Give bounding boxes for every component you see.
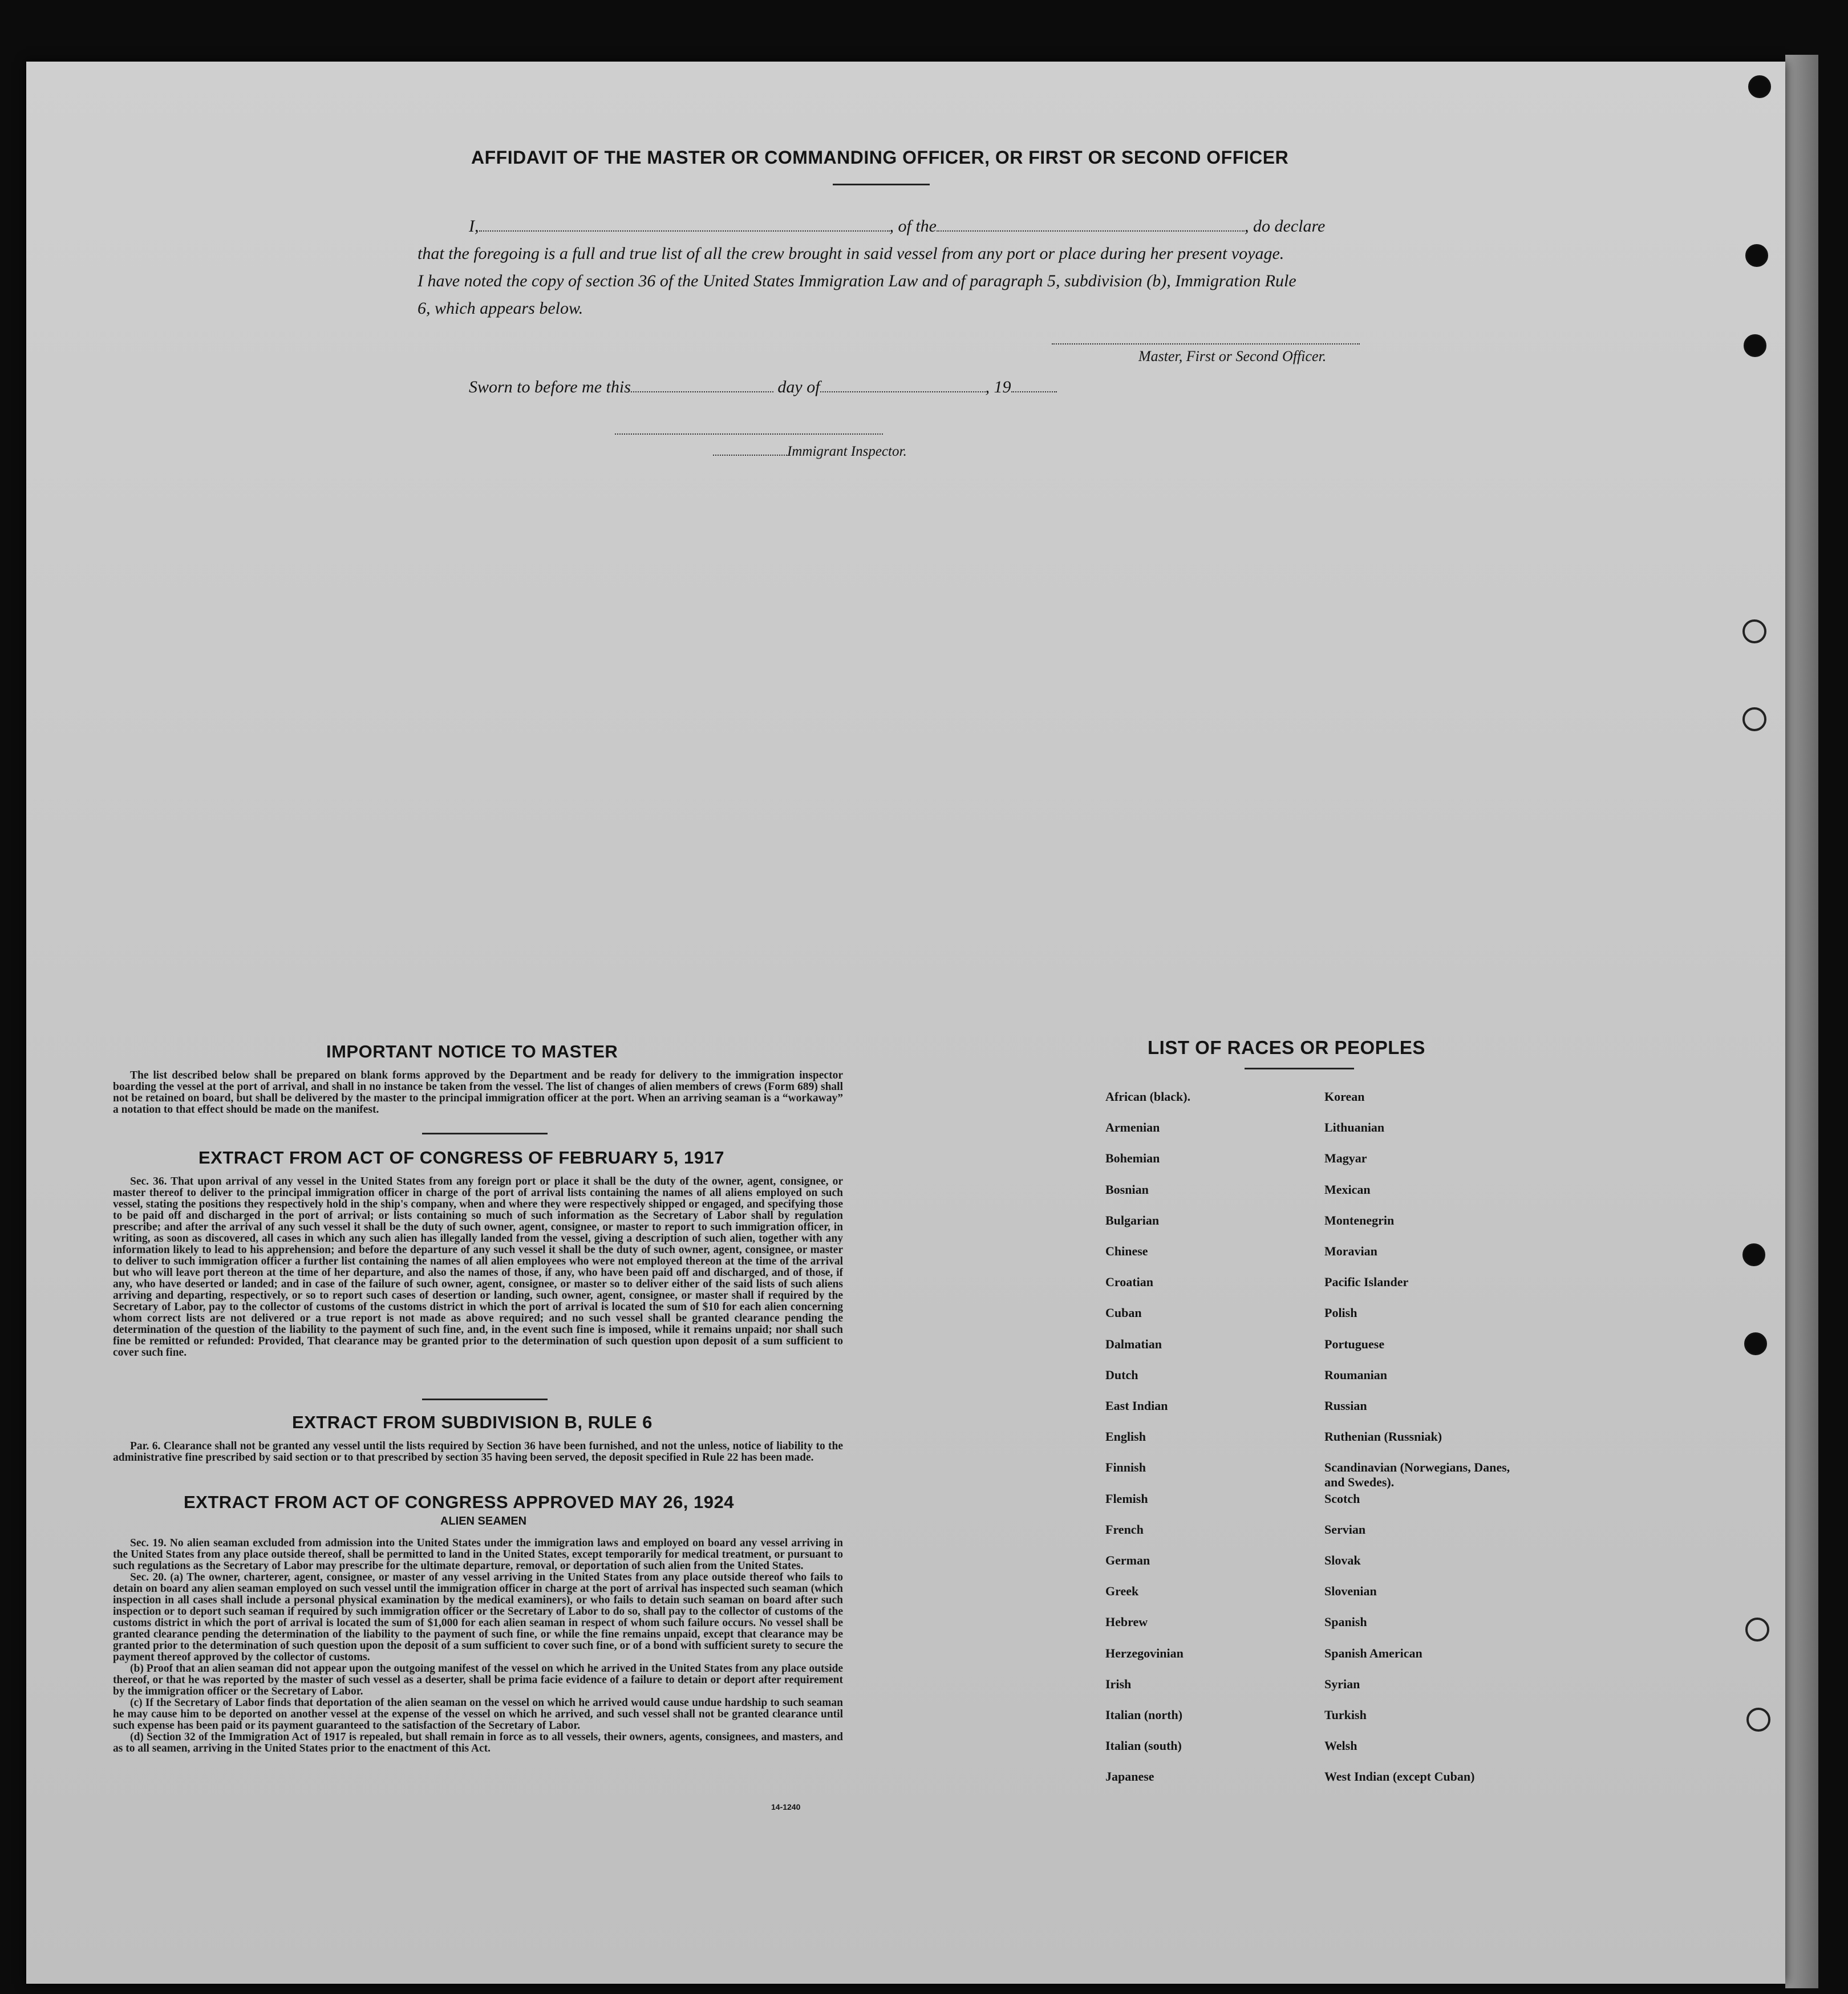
race-item: Korean xyxy=(1324,1089,1365,1104)
race-item: Croatian xyxy=(1105,1275,1153,1290)
sec-20d-paragraph: (d) Section 32 of the Immigration Act of 1917 is repealed, but shall remain in force as to all vessels, their owners, agents, consignees, and masters, and as to all seamen, arriving in the United States prior to the enactment of this Act. xyxy=(113,1731,843,1754)
section-36-paragraph: Sec. 36. That upon arrival of any vessel in the United States from any foreign port or place it shall be the duty of the owner, agent, consignee, or master thereof to deliver to the principal immigration officer in charge of the port of arrival lists containing the names of all aliens employed on such vessel, stating the positions they respectively hold in the ship's company, when and where they were respectively shipped or engaged, and specifying those to be paid off and discharged in the port of arrival; or lists containing so much of such information as the Secretary of Labor shall by regulation prescribe; and after the arrival of any such vessel it shall be the duty of such owner, agent, consignee, or master to report to such immigration officer, in writing, as soon as discovered, all cases in which any such alien has illegally landed from the vessel, giving a description of such alien, together with any information likely to lead to his apprehension; and before the departure of any such vessel it shall be the duty of such owner, agent, consignee, or master to deliver to such immigration officer a further list containing the names of all alien employees who were not employed thereon at the time of the arrival but who will leave port thereon at the time of her departure, and also the names of those, if any, who have been paid off and discharged, and of those, if any, who have deserted or landed; and in case of the failure of such owner, agent, consignee, or master so to deliver either of the said lists of such aliens arriving and departing, respectively, or so to report such cases of desertion or landing, such owner, agent, consignee, or master shall if required by the Secretary of Labor, pay to the collector of customs of the customs district in which the port of arrival is located the sum of $10 for each alien concerning whom correct lists are not delivered or a true report is not made as above required; and no such vessel shall be granted clearance pending the determination of the question of the liability to the payment of such fine, and, in the event such fine is imposed, while it remains unpaid; nor shall such fine be remitted or refunded: Provided, That clearance may be granted prior to the determination of such question upon deposit of a sum sufficient to cover such fine. xyxy=(113,1176,843,1359)
race-item: German xyxy=(1105,1553,1150,1567)
race-item: Spanish xyxy=(1324,1615,1367,1630)
race-item: Syrian xyxy=(1324,1676,1360,1691)
race-item: French xyxy=(1105,1522,1144,1537)
do-declare-label: , do declare xyxy=(1245,217,1326,236)
affidavit-line3: I have noted the copy of section 36 of the United States Immigration Law and of paragraph 5, subdivision (b), Immigration Rule xyxy=(418,271,1296,290)
race-item: Montenegrin xyxy=(1324,1213,1395,1227)
race-item: Dutch xyxy=(1105,1367,1138,1382)
notice-body xyxy=(113,1070,843,1116)
race-item: Chinese xyxy=(1105,1244,1148,1258)
inspector-signature-blank[interactable] xyxy=(615,433,883,435)
race-item: East Indian xyxy=(1105,1399,1168,1413)
affidavit-line2: that the foregoing is a full and true list of all the crew brought in said vessel from any port or place during her present voyage. xyxy=(418,244,1284,263)
extract-1924-title: EXTRACT FROM ACT OF CONGRESS APPROVED MAY 26, 1924 xyxy=(184,1492,734,1512)
form-number: 14-1240 xyxy=(771,1802,801,1811)
inspector-line xyxy=(713,444,907,460)
next-page-edge xyxy=(1785,55,1818,1988)
extract-1917-title: EXTRACT FROM ACT OF CONGRESS OF FEBRUARY 5, 1917 xyxy=(198,1148,724,1168)
i-label: I, xyxy=(469,217,479,236)
signature-label: Master, First or Second Officer. xyxy=(1138,348,1327,364)
year-blank[interactable] xyxy=(1011,391,1057,392)
race-item: Slovenian xyxy=(1324,1584,1377,1599)
binder-hole xyxy=(1744,1332,1767,1355)
race-item: Ruthenian (Russniak) xyxy=(1324,1429,1442,1444)
sec-20b-paragraph: (b) Proof that an alien seaman did not appear upon the outgoing manifest of the vessel on which he arrived in the United States from any place outside thereof, or that he was reported by the master of such vessel as a deserter, shall be prima facie evidence of a failure to detain or deport after requirement by the immigration officer or the Secretary of Labor. xyxy=(113,1663,843,1697)
race-item: Lithuanian xyxy=(1324,1120,1385,1135)
sec-19-paragraph: Sec. 19. No alien seaman excluded from admission into the United States under the immigration laws and employed on board any vessel arriving in the United States from any place outside thereof, shall be permitted to land in the United States, except temporarily for medical treatment, or pursuant to such regulations as the Secretary of Labor may prescribe for the ultimate departure, removal, or deportation of such alien from the United States. xyxy=(113,1537,843,1572)
race-item: African (black). xyxy=(1105,1089,1191,1104)
extract-1917-body xyxy=(113,1176,843,1359)
inspector-blank[interactable] xyxy=(713,455,787,456)
sworn-line xyxy=(469,378,1057,397)
race-item: English xyxy=(1105,1429,1146,1444)
race-item: Armenian xyxy=(1105,1120,1160,1135)
race-item: Greek xyxy=(1105,1584,1139,1599)
race-item: Flemish xyxy=(1105,1491,1148,1506)
race-item: Herzegovinian xyxy=(1105,1646,1184,1660)
divider xyxy=(833,184,930,185)
divider xyxy=(422,1399,548,1400)
race-item: Italian (north) xyxy=(1105,1708,1183,1722)
binder-hole xyxy=(1745,1618,1769,1642)
race-item: West Indian (except Cuban) xyxy=(1324,1769,1475,1784)
extract-1924-body xyxy=(113,1538,843,1754)
divider xyxy=(422,1133,548,1134)
race-item: Scotch xyxy=(1324,1491,1360,1506)
races-title: LIST OF RACES OR PEOPLES xyxy=(1148,1037,1425,1058)
affidavit-line1 xyxy=(469,217,1325,236)
race-item: Servian xyxy=(1324,1522,1366,1537)
binder-hole xyxy=(1746,1708,1770,1732)
race-item: Japanese xyxy=(1105,1769,1154,1784)
race-item: Hebrew xyxy=(1105,1615,1148,1630)
race-item: Slovak xyxy=(1324,1553,1361,1567)
signature-blank[interactable] xyxy=(1052,343,1360,345)
race-item: Spanish American xyxy=(1324,1646,1423,1660)
race-item: Scandinavian (Norwegians, Danes, and Swedes). xyxy=(1324,1460,1510,1490)
race-item: Polish xyxy=(1324,1306,1357,1320)
inspector-label: Immigrant Inspector. xyxy=(787,444,907,459)
binder-hole xyxy=(1742,1243,1765,1266)
race-item: Moravian xyxy=(1324,1244,1377,1258)
race-item: Italian (south) xyxy=(1105,1738,1182,1753)
sworn-label: Sworn to before me this xyxy=(469,378,631,396)
par-6-paragraph: Par. 6. Clearance shall not be granted any vessel until the lists required by Section 36 have been furnished, and not the unless, notice of liability to the administrative fine prescribed by said section or to that prescribed by section 35 having been served, the deposit specified in Rule 22 has been made. xyxy=(113,1440,843,1464)
race-item: Bosnian xyxy=(1105,1182,1149,1197)
race-item: Pacific Islander xyxy=(1324,1275,1409,1290)
race-item: Bulgarian xyxy=(1105,1213,1160,1227)
day-of-label: day of xyxy=(777,378,820,396)
race-item: Dalmatian xyxy=(1105,1336,1162,1351)
notice-paragraph: The list described below shall be prepared on blank forms approved by the Department and be ready for delivery to the immigration inspector boarding the vessel at the port of arrival, and shall in no instance be taken from the vessel. The list of changes of alien members of crews (Form 689) shall not be retained on board, but shall be delivered by the master to the principal immigration officer at the port. When an arriving seaman is a “workaway” a notation to that effect should be made on the manifest. xyxy=(113,1069,843,1116)
binder-hole xyxy=(1745,244,1768,267)
binder-hole xyxy=(1744,334,1766,357)
race-item: Cuban xyxy=(1105,1306,1142,1320)
affidavit-line4: 6, which appears below. xyxy=(418,299,583,318)
divider xyxy=(1245,1068,1354,1069)
sec-20a-paragraph: Sec. 20. (a) The owner, charterer, agent, consignee, or master of any vessel arriving in the United States from any place outside thereof who fails to detain on board any alien seaman employed on such vessel until the immigration officer in charge at the port of arrival has inspected such seaman (which inspection in all cases shall include a personal physical examination by the medical examiners), or who fails to detain such seaman on board after such inspection or to deport such seaman if required by such immigration officer or the Secretary of Labor to do so, shall pay to the collector of customs of the customs district in which the port of arrival is located the sum of $1,000 for each alien seaman in respect of whom such failure occurs. No vessel shall be granted clearance pending the determination of the liability to the payment of such fine, or while the fine remains unpaid, except that clearance may be granted prior to the determination of such question upon the deposit of a sum sufficient to cover such fine, or of a bond with sufficient surety to secure the payment thereof approved by the collector of customs. xyxy=(113,1571,843,1663)
race-item: Russian xyxy=(1324,1399,1367,1413)
race-item: Magyar xyxy=(1324,1151,1367,1166)
year-label: , 19 xyxy=(985,378,1011,396)
race-item: Roumanian xyxy=(1324,1367,1388,1382)
month-blank[interactable] xyxy=(820,391,986,392)
sec-20c-paragraph: (c) If the Secretary of Labor finds that deportation of the alien seaman on the vessel on which he arrived would cause undue hardship to such seaman he may cause him to be deported on another vessel at the expense of the vessel on which he arrived, and such vessel shall not be granted clearance until such expense has been paid or its payment guaranteed to the satisfaction of the Secretary of Labor. xyxy=(113,1697,843,1732)
of-the-label: , of the xyxy=(889,217,937,236)
binder-hole xyxy=(1742,619,1766,643)
vessel-blank[interactable] xyxy=(937,230,1245,232)
rule6-title: EXTRACT FROM SUBDIVISION B, RULE 6 xyxy=(292,1412,653,1432)
race-item: Turkish xyxy=(1324,1708,1367,1722)
affidavit-title: AFFIDAVIT OF THE MASTER OR COMMANDING OFFICER, OR FIRST OR SECOND OFFICER xyxy=(471,147,1289,168)
binder-hole xyxy=(1748,75,1771,98)
rule6-body xyxy=(113,1441,843,1464)
day-blank[interactable] xyxy=(631,391,773,392)
alien-seamen-subtitle: ALIEN SEAMEN xyxy=(440,1515,527,1527)
notice-title: IMPORTANT NOTICE TO MASTER xyxy=(326,1041,618,1061)
race-item: Welsh xyxy=(1324,1738,1357,1753)
race-item: Finnish xyxy=(1105,1460,1146,1475)
race-item: Irish xyxy=(1105,1676,1132,1691)
binder-hole xyxy=(1742,707,1766,731)
race-item: Bohemian xyxy=(1105,1151,1160,1166)
race-item: Portuguese xyxy=(1324,1336,1385,1351)
race-item: Mexican xyxy=(1324,1182,1371,1197)
name-blank[interactable] xyxy=(479,230,890,232)
